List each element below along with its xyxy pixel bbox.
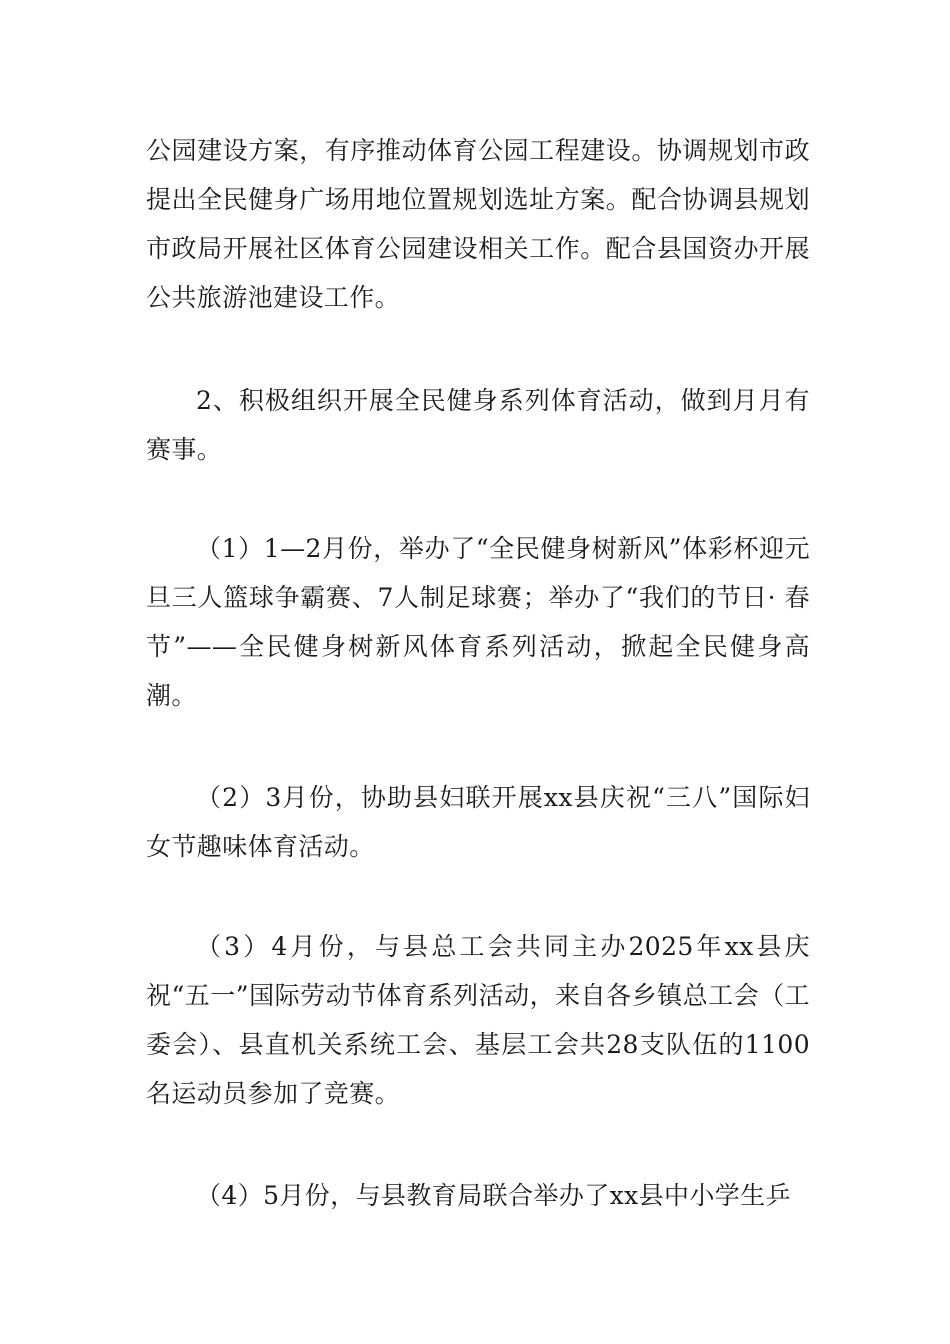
paragraph-fitness-activities-heading: 2、积极组织开展全民健身系列体育活动，做到月月有赛事。 xyxy=(146,386,810,464)
paragraph-march-event: （2）3月份，协助县妇联开展xx县庆祝“三八”国际妇女节趣味体育活动。 xyxy=(146,783,810,861)
paragraph-park-construction: 公园建设方案，有序推动体育公园工程建设。协调规划市政提出全民健身广场用地位置规划选址方案。配合协调县规划市政局开展社区体育公园建设相关工作。配合县国资办开展公共旅游池建设工作。 xyxy=(146,136,810,312)
paragraph-jan-feb-events: （1）1—2月份，举办了“全民健身树新风”体彩杯迎元旦三人篮球争霸赛、7人制足球赛；举办了“我们的节日· 春节”——全民健身树新风体育系列活动，掀起全民健身高潮。 xyxy=(146,534,810,710)
paragraph-may-event: （4）5月份，与县教育局联合举办了xx县中小学生乒 xyxy=(196,1181,792,1210)
paragraph-april-event: （3）4月份，与县总工会共同主办2025年xx县庆祝“五一”国际劳动节体育系列活动，来自各乡镇总工会（工委会）、县直机关系统工会、基层工会共28支队伍的1100名运动员参加了竞赛。 xyxy=(146,932,810,1108)
